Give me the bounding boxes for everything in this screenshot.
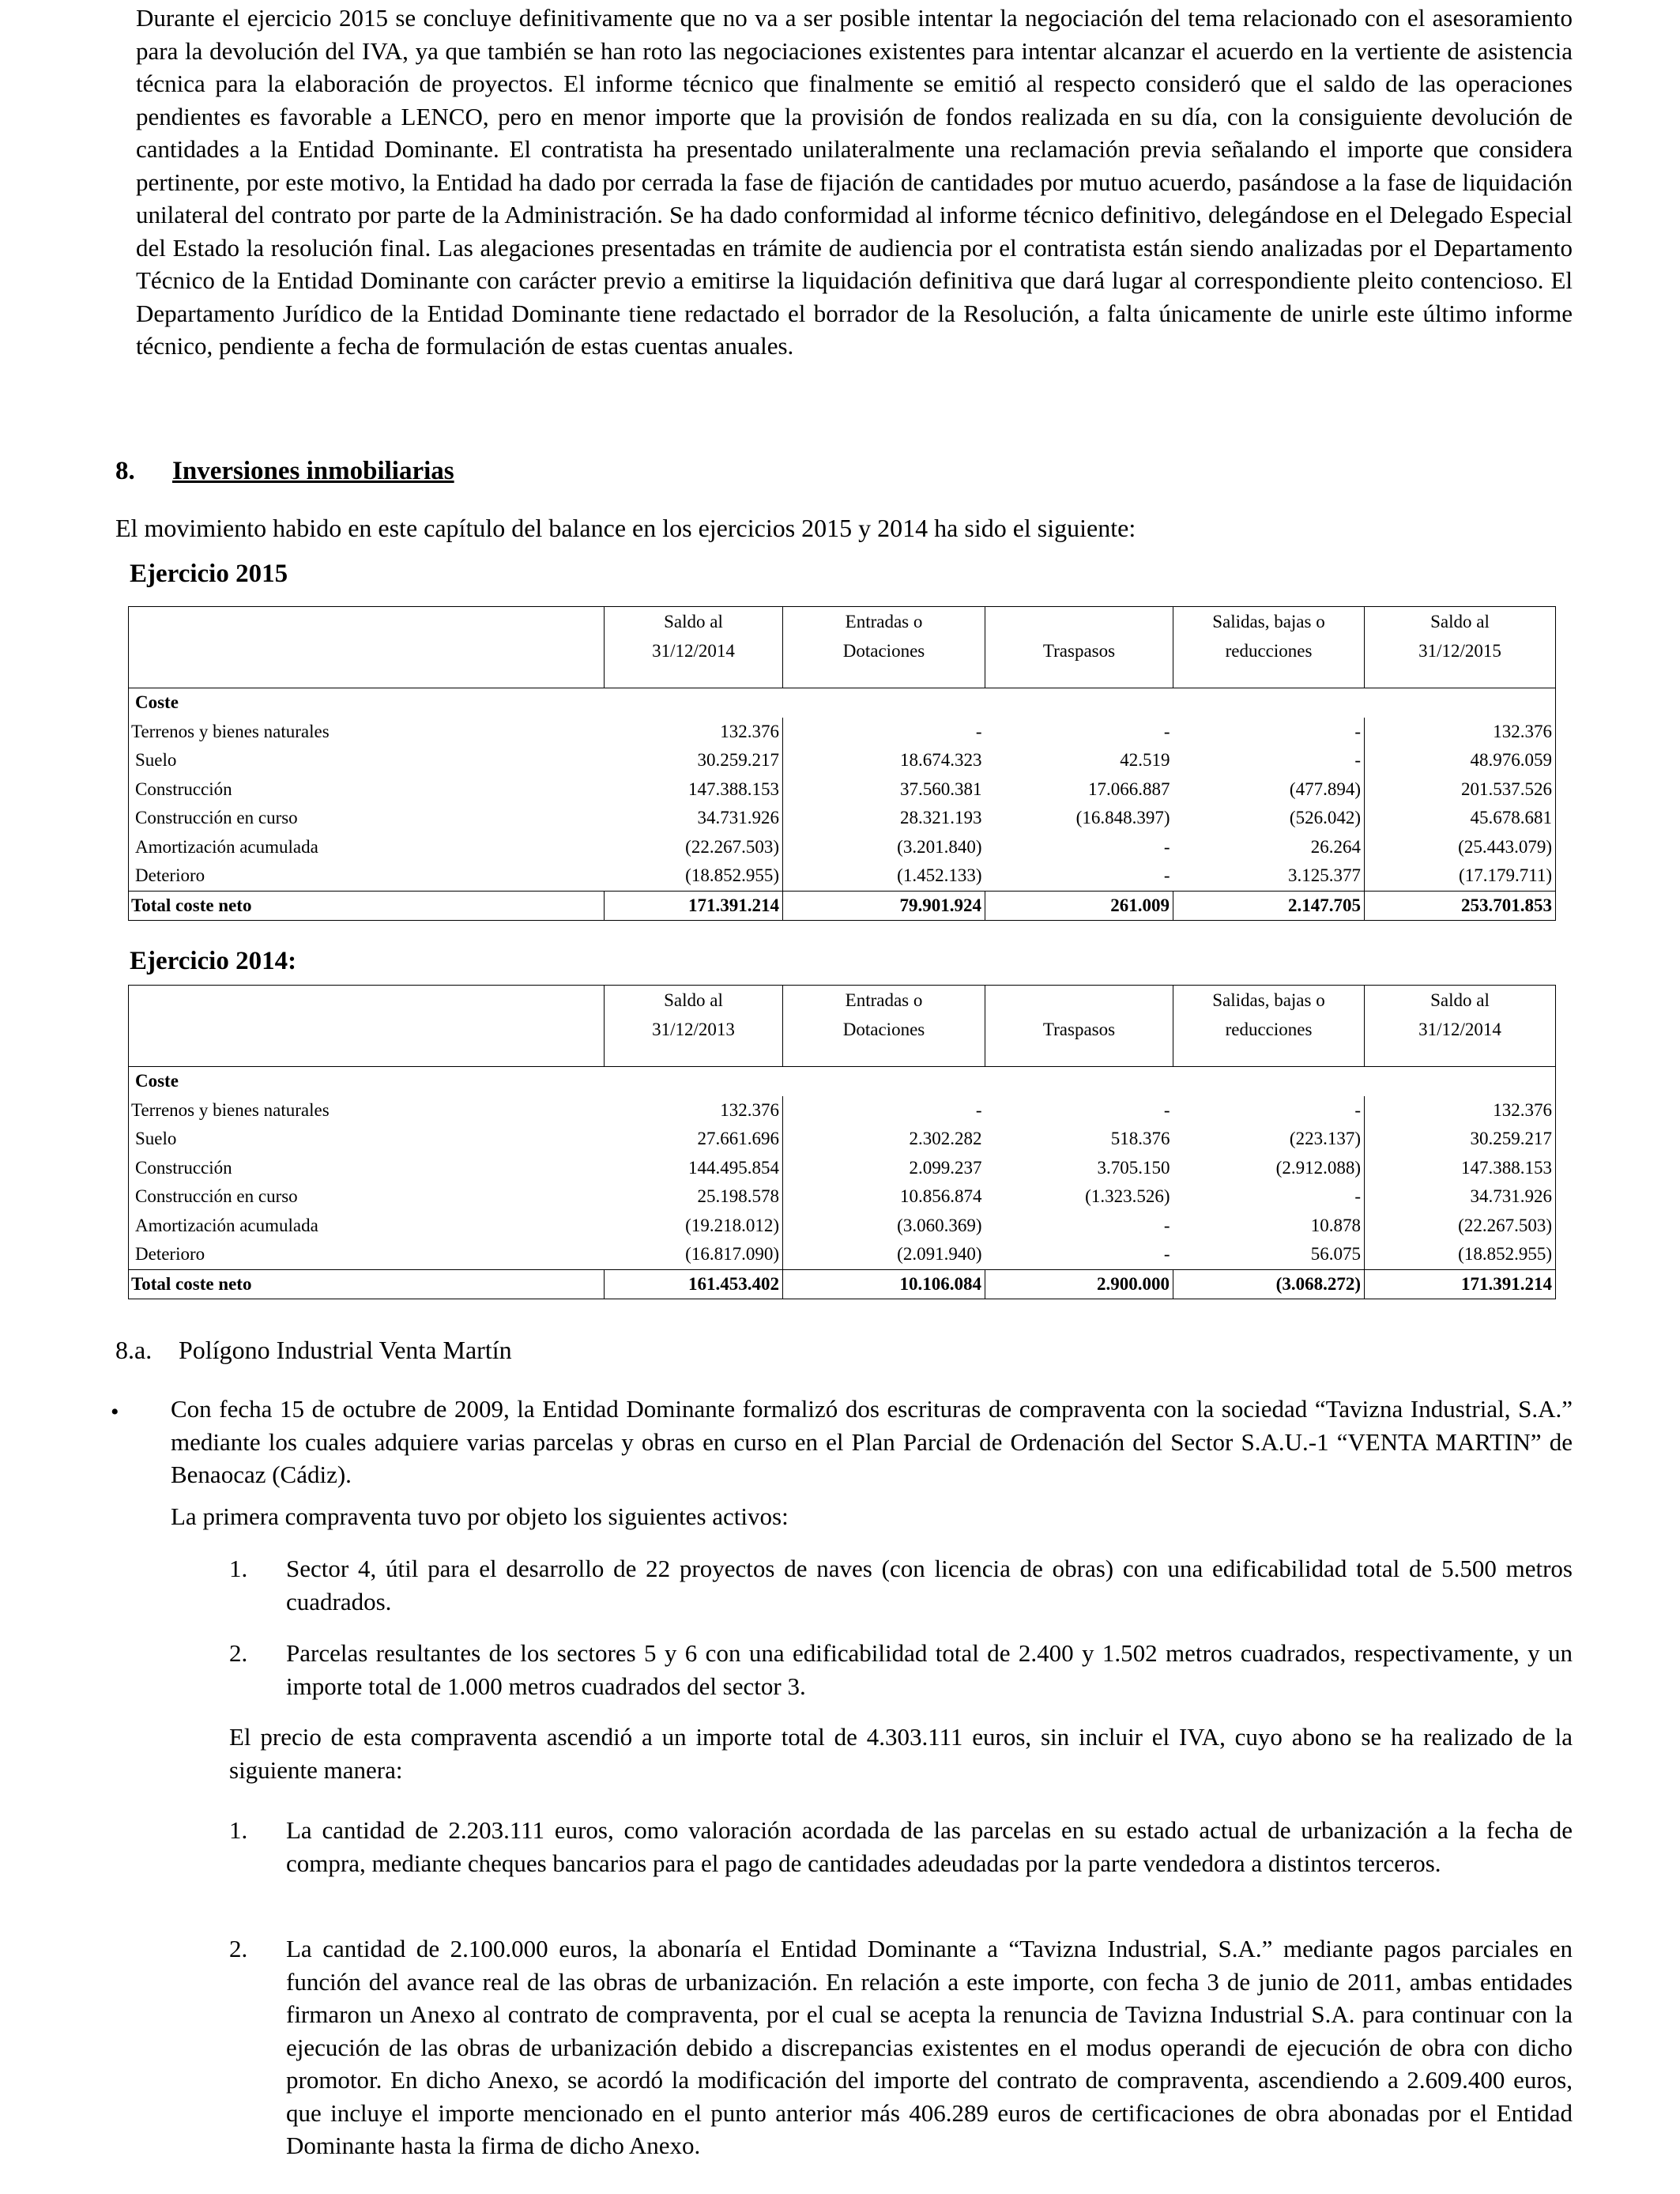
cell: (22.267.503) (1365, 1212, 1556, 1241)
table-header-row (129, 636, 1556, 665)
section-number: 8. (115, 457, 135, 485)
subsection-number: 8.a. (115, 1336, 153, 1364)
cell: - (1163, 1215, 1170, 1235)
cell: 10.856.874 (900, 1186, 982, 1207)
col-header: Saldo al (605, 986, 783, 1016)
table-row (129, 1240, 1556, 1269)
cell: 26.264 (1173, 833, 1365, 862)
cell: 144.495.854 (605, 1154, 783, 1183)
table-row (129, 804, 1556, 833)
table-row (129, 1182, 1556, 1212)
cell: 30.259.217 (605, 746, 783, 775)
row-label: Suelo (129, 1125, 605, 1154)
bullet-paragraph: Con fecha 15 de octubre de 2009, la Entidad Dominante formalizó dos escrituras de compraventa con la sociedad “Tavizna Industrial, S.A.” mediante los cuales adquiere varias parcelas y obras en curso en el Plan Parcial de Ordenación del Sector S.A.U.-1 “VENTA MARTIN” de Benaocaz (Cádiz). (171, 1395, 1573, 1488)
cell: (3.060.369) (897, 1215, 982, 1235)
row-label: Construcción (129, 1154, 605, 1183)
row-label: Terrenos y bienes naturales (129, 1096, 605, 1125)
cell: (1.323.526) (1085, 1186, 1170, 1207)
cell: 37.560.381 (900, 778, 982, 799)
cell: 132.376 (1365, 718, 1556, 747)
row-label: Construcción (129, 775, 605, 805)
col-header: 31/12/2014 (605, 636, 783, 665)
cell: 48.976.059 (1365, 746, 1556, 775)
col-header: Entradas o (783, 607, 985, 637)
cell: (2.091.940) (897, 1244, 982, 1265)
bullet-icon: • (111, 1399, 119, 1425)
col-header (985, 986, 1173, 1016)
cell: 10.878 (1173, 1212, 1365, 1241)
total-cell: 261.009 (985, 891, 1173, 921)
table-2014 (128, 985, 1556, 1299)
section-8a-heading (115, 1336, 512, 1365)
row-label: Construcción en curso (129, 1182, 605, 1212)
table-row (129, 833, 1556, 862)
table-row (129, 861, 1556, 891)
row-label: Deterioro (129, 861, 605, 891)
col-header: Traspasos (985, 1015, 1173, 1044)
cell: (1.452.133) (897, 865, 982, 886)
cell: (17.179.711) (1365, 861, 1556, 891)
list-number: 2. (229, 1639, 248, 1667)
cell: 30.259.217 (1365, 1125, 1556, 1154)
cell: - (1173, 718, 1365, 747)
col-header (985, 607, 1173, 637)
table-total-row (129, 891, 1556, 921)
cell: (526.042) (1173, 804, 1365, 833)
cell: 45.678.681 (1365, 804, 1556, 833)
col-header: Salidas, bajas o (1173, 986, 1365, 1016)
cell: - (975, 721, 982, 741)
cell: 18.674.323 (900, 750, 982, 771)
total-cell: (3.068.272) (1173, 1269, 1365, 1299)
cell: 34.731.926 (1365, 1182, 1556, 1212)
cell: 25.198.578 (605, 1182, 783, 1212)
cell: 147.388.153 (1365, 1154, 1556, 1183)
col-header: 31/12/2014 (1365, 1015, 1556, 1044)
table-row (129, 746, 1556, 775)
row-label: Suelo (129, 746, 605, 775)
table-row (129, 775, 1556, 805)
table-2014-caption: Ejercicio 2014: (130, 947, 297, 975)
table-section-row (129, 1067, 1556, 1096)
total-cell: 161.453.402 (605, 1269, 783, 1299)
table-section-row (129, 688, 1556, 718)
total-cell: 253.701.853 (1365, 891, 1556, 921)
row-label: Terrenos y bienes naturales (129, 718, 605, 747)
table-header-row (129, 607, 1556, 637)
cell: - (1163, 1099, 1170, 1120)
table-row (129, 1212, 1556, 1241)
cell: 147.388.153 (605, 775, 783, 805)
section-label: Coste (129, 1067, 605, 1096)
total-cell: 171.391.214 (1365, 1269, 1556, 1299)
total-cell: 171.391.214 (605, 891, 783, 921)
cell: - (975, 1099, 982, 1120)
cell: 42.519 (1120, 750, 1170, 771)
cell: (25.443.079) (1365, 833, 1556, 862)
col-header: reducciones (1173, 1015, 1365, 1044)
total-cell: 10.106.084 (783, 1269, 985, 1299)
total-cell: 2.147.705 (1173, 891, 1365, 921)
cell: 17.066.887 (1088, 778, 1170, 799)
cell: (16.848.397) (1075, 808, 1170, 828)
row-label: Construcción en curso (129, 804, 605, 833)
cell: (16.817.090) (605, 1240, 783, 1269)
row-label: Amortización acumulada (129, 1212, 605, 1241)
col-header: Saldo al (605, 607, 783, 637)
price-paragraph: El precio de esta compraventa ascendió a un importe total de 4.303.111 euros, sin incluir el IVA, cuyo abono se ha realizado de la siguiente manera: (229, 1723, 1573, 1784)
table-header-row (129, 1015, 1556, 1044)
list-number: 1. (229, 1555, 248, 1582)
col-header: Saldo al (1365, 607, 1556, 637)
cell: 34.731.926 (605, 804, 783, 833)
cell: 2.099.237 (909, 1157, 982, 1178)
total-label: Total coste neto (129, 891, 605, 921)
col-header: Saldo al (1365, 986, 1556, 1016)
section-8-heading (115, 457, 454, 486)
subsection-title: Polígono Industrial Venta Martín (179, 1336, 512, 1364)
section-8-intro: El movimiento habido en este capítulo del balance en los ejercicios 2015 y 2014 ha sido el siguiente: (115, 514, 1136, 542)
cell: 2.302.282 (909, 1129, 982, 1149)
cell: - (1173, 1096, 1365, 1125)
list-number: 1. (229, 1816, 248, 1844)
first-sale-intro: La primera compraventa tuvo por objeto los siguientes activos: (171, 1502, 789, 1530)
table-2015-caption: Ejercicio 2015 (130, 560, 288, 588)
list-number: 2. (229, 1935, 248, 1962)
section-title: Inversiones inmobiliarias (172, 457, 454, 485)
cell: - (1163, 1244, 1170, 1265)
cell: - (1163, 836, 1170, 857)
col-header: Traspasos (985, 636, 1173, 665)
section-label: Coste (129, 688, 605, 718)
cell: (22.267.503) (605, 833, 783, 862)
col-header: 31/12/2013 (605, 1015, 783, 1044)
cell: 132.376 (605, 718, 783, 747)
table-header-row (129, 986, 1556, 1016)
table-2015 (128, 606, 1556, 921)
cell: (477.894) (1173, 775, 1365, 805)
cell: 132.376 (1365, 1096, 1556, 1125)
cell: 3.705.150 (1097, 1157, 1170, 1178)
col-header: Dotaciones (783, 1015, 985, 1044)
table-row (129, 718, 1556, 747)
cell: - (1173, 1182, 1365, 1212)
cell: (2.912.088) (1173, 1154, 1365, 1183)
cell: (19.218.012) (605, 1212, 783, 1241)
col-header: 31/12/2015 (1365, 636, 1556, 665)
list-text: La cantidad de 2.100.000 euros, la abonaría el Entidad Dominante a “Tavizna Industrial, S.A.” mediante pagos parciales en función del avance real de las obras de urbanización. En relación a este importe, con fecha 3 de junio de 2011, ambas entidades firmaron un Anexo al contrato de compraventa, por el cual se acepta la renuncia de Tavizna Industrial S.A. para continuar con la ejecución de las obras de urbanización debido a discrepancias existentes en el modus operandi de ejecución de obra con dicho promotor. En dicho Anexo, se acordó la modificación del importe del contrato de compraventa, ascendiendo a 2.609.400 euros, que incluye el importe mencionado en el punto anterior más 406.289 euros de certificaciones de obra abonadas por el Entidad Dominante hasta la firma de dicho Anexo. (286, 1935, 1573, 2159)
cell: (223.137) (1173, 1125, 1365, 1154)
cell: 518.376 (1110, 1129, 1170, 1149)
cell: (18.852.955) (1365, 1240, 1556, 1269)
cell: 3.125.377 (1173, 861, 1365, 891)
cell: 201.537.526 (1365, 775, 1556, 805)
total-label: Total coste neto (129, 1269, 605, 1299)
cell: - (1163, 865, 1170, 886)
list-text: La cantidad de 2.203.111 euros, como valoración acordada de las parcelas en su estado actual de urbanización a la fecha de compra, mediante cheques bancarios para el pago de cantidades adeudadas por la parte vendedora a distintos terceros. (286, 1816, 1573, 1877)
cell: 132.376 (605, 1096, 783, 1125)
list-text: Sector 4, útil para el desarrollo de 22 proyectos de naves (con licencia de obras) con una edificabilidad total de 5.500 metros cuadrados. (286, 1555, 1573, 1615)
row-label: Deterioro (129, 1240, 605, 1269)
cell: (18.852.955) (605, 861, 783, 891)
cell: 27.661.696 (605, 1125, 783, 1154)
table-row (129, 1096, 1556, 1125)
col-header: Dotaciones (783, 636, 985, 665)
cell: - (1173, 746, 1365, 775)
list-text: Parcelas resultantes de los sectores 5 y 6 con una edificabilidad total de 2.400 y 1.502 metros cuadrados, respectivamente, y un importe total de 1.000 metros cuadrados del sector 3. (286, 1639, 1573, 1700)
cell: - (1163, 721, 1170, 741)
col-header: Salidas, bajas o (1173, 607, 1365, 637)
cell: 28.321.193 (900, 808, 982, 828)
cell: (3.201.840) (897, 836, 982, 857)
intro-paragraph: Durante el ejercicio 2015 se concluye definitivamente que no va a ser posible intentar la negociación del tema relacionado con el asesoramiento para la devolución del IVA, ya que también se han roto las negociaciones existentes para intentar alcanzar el acuerdo en la vertiente de asistencia técnica para la elaboración de proyectos. El informe técnico que finalmente se emitió al respecto consideró que el saldo de las operaciones pendientes es favorable a LENCO, pero en menor importe que la provisión de fondos realizada en su día, con la consiguiente devolución de cantidades a la Entidad Dominante. El contratista ha presentado unilateralmente una reclamación previa señalando el importe que considera pertinente, por este motivo, la Entidad ha dado por cerrada la fase de fijación de cantidades por mutuo acuerdo, pasándose a la fase de liquidación unilateral del contrato por parte de la Administración. Se ha dado conformidad al informe técnico definitivo, delegándose en el Delegado Especial del Estado la resolución final. Las alegaciones presentadas en trámite de audiencia por el contratista están siendo analizadas por el Departamento Técnico de la Entidad Dominante con carácter previo a emitirse la liquidación definitiva que dará lugar al correspondiente pleito contencioso. El Departamento Jurídico de la Entidad Dominante tiene redactado el borrador de la Resolución, a falta únicamente de unirle este último informe técnico, pendiente a fecha de formulación de estas cuentas anuales. (136, 4, 1573, 360)
col-header: Entradas o (783, 986, 985, 1016)
total-cell: 2.900.000 (985, 1269, 1173, 1299)
total-cell: 79.901.924 (783, 891, 985, 921)
table-row (129, 1154, 1556, 1183)
cell: 56.075 (1173, 1240, 1365, 1269)
table-row (129, 1125, 1556, 1154)
table-total-row (129, 1269, 1556, 1299)
col-header: reducciones (1173, 636, 1365, 665)
row-label: Amortización acumulada (129, 833, 605, 862)
